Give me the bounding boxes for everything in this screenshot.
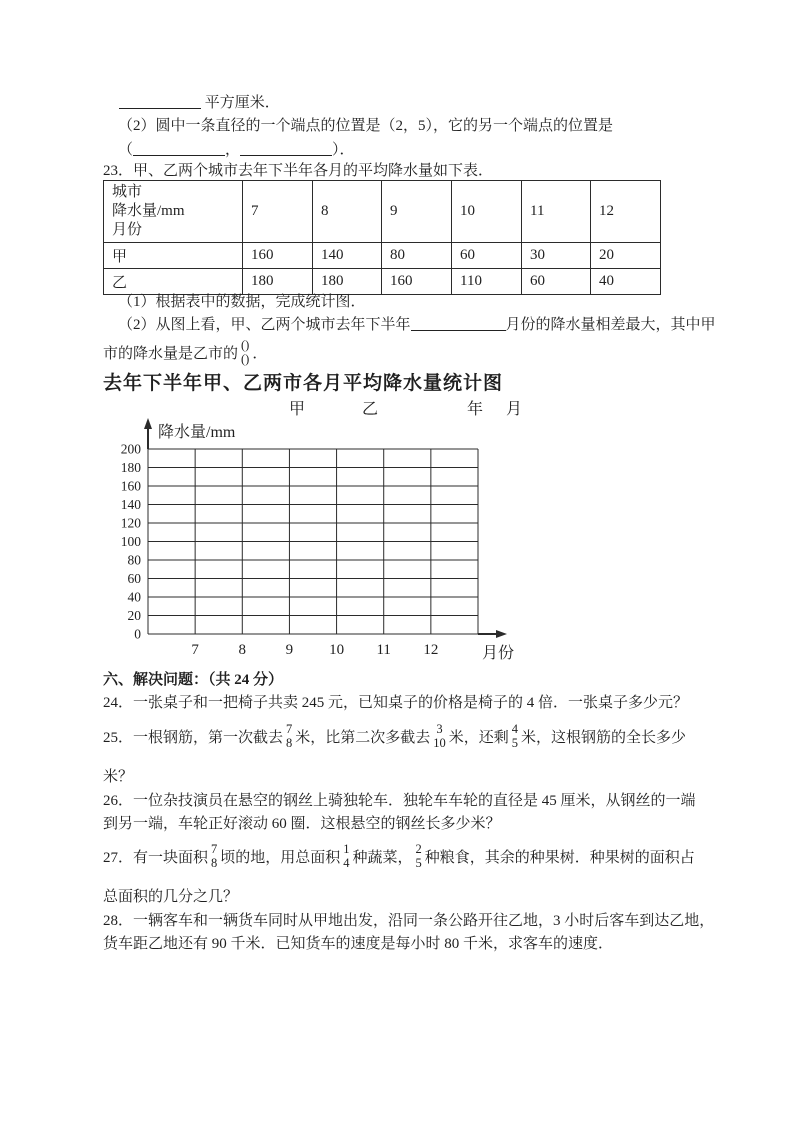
blank-underline [119, 94, 201, 109]
row-label: 乙 [104, 269, 243, 295]
rainfall-chart-grid [95, 415, 535, 667]
value-cell: 140 [313, 243, 382, 269]
value-cell: 20 [591, 243, 661, 269]
blank-underline [411, 316, 506, 331]
value-cell: 180 [243, 269, 313, 295]
svg-text:120: 120 [120, 515, 141, 531]
blank-fraction: () () [241, 338, 250, 366]
month-header: 7 [243, 181, 313, 243]
fraction: 7 8 [211, 842, 218, 870]
svg-text:10: 10 [329, 642, 345, 658]
svg-text:80: 80 [127, 552, 141, 568]
svg-text:140: 140 [120, 497, 141, 512]
legend-item-month: 月 [506, 401, 523, 418]
blank-underline [133, 141, 225, 156]
value-cell: 40 [591, 269, 661, 295]
question-23-sub2-line2: 市的降水量是乙市的 () () ． [103, 338, 268, 366]
svg-text:160: 160 [120, 478, 141, 494]
question-28-line2: 货车距乙地还有 90 千米．已知货车的速度是每小时 80 千米，求客车的速度． [103, 936, 614, 952]
svg-text:7: 7 [191, 642, 199, 658]
svg-text:100: 100 [120, 534, 141, 549]
rainfall-table [103, 180, 661, 295]
question-23-sub1: （1）根据表中的数据，完成统计图． [118, 294, 366, 310]
question-23-sub2: （2）从图上看，甲、乙两个城市去年下半年 月份的降水量相差最大，其中甲 [118, 317, 716, 333]
svg-text:0: 0 [134, 626, 141, 642]
question-2-text: （2）圆中一条直径的一个端点的位置是（2，5），它的另一个端点的位置是 [118, 118, 614, 134]
legend-item-yi: 乙 [362, 401, 379, 418]
svg-text:11: 11 [376, 642, 391, 658]
question-2-answer-line: （ ， ）． [118, 142, 355, 158]
value-cell: 110 [452, 269, 522, 295]
svg-text:8: 8 [238, 642, 247, 658]
svg-text:12: 12 [423, 642, 439, 658]
fraction: 3 10 [433, 722, 446, 750]
table-row-jia [104, 243, 661, 269]
svg-text:180: 180 [120, 460, 141, 475]
value-cell: 60 [522, 269, 591, 295]
svg-text:40: 40 [127, 589, 141, 605]
table-corner-cell: 城市 降水量/mm 月份 [104, 181, 243, 243]
svg-text:降水量/mm: 降水量/mm [158, 424, 236, 441]
fraction: 4 5 [511, 722, 519, 750]
svg-text:20: 20 [127, 608, 141, 623]
blank-underline [240, 141, 332, 156]
question-23-prompt: 23．甲、乙两个城市去年下半年各月的平均降水量如下表． [103, 163, 494, 179]
question-26-line1: 26．一位杂技演员在悬空的钢丝上骑独轮车．独轮车车轮的直径是 45 厘米，从钢丝的一端 [103, 793, 696, 809]
answer-blank-line [103, 92, 703, 114]
chart-title: 去年下半年甲、乙两市各月平均降水量统计图 [103, 373, 504, 394]
fraction: 1 4 [343, 842, 350, 870]
value-cell: 180 [313, 269, 382, 295]
question-28-line1: 28．一辆客车和一辆货车同时从甲地出发，沿同一条公路开往乙地，3 小时后客车到达乙地， [103, 913, 715, 929]
value-cell: 160 [382, 269, 452, 295]
row-label: 甲 [104, 243, 243, 269]
month-header: 9 [382, 181, 452, 243]
svg-text:9: 9 [285, 642, 294, 658]
unit-text: 平方厘米． [204, 95, 280, 111]
value-cell: 60 [452, 243, 522, 269]
month-header: 10 [452, 181, 522, 243]
svg-text:200: 200 [120, 441, 141, 457]
month-header: 12 [591, 181, 661, 243]
table-header-row [104, 181, 661, 243]
value-cell: 160 [243, 243, 313, 269]
fraction: 2 5 [415, 842, 422, 870]
svg-text:60: 60 [127, 571, 141, 586]
question-25-line1: 25．一根钢筋，第一次截去 7 8 米，比第二次多截去 3 10 米，还剩 4 5 米，这根钢筋的全长多少 [103, 722, 687, 750]
section-6-header: 六、解决问题：（共 24 分） [103, 672, 284, 688]
question-24: 24．一张桌子和一把椅子共卖 245 元，已知桌子的价格是椅子的 4 倍．一张桌子多少元？ [103, 695, 689, 711]
value-cell: 80 [382, 243, 452, 269]
month-header: 8 [313, 181, 382, 243]
question-25-line2: 米？ [103, 769, 134, 785]
value-cell: 30 [522, 243, 591, 269]
legend-item-year: 年 [467, 401, 484, 418]
question-27-line1: 27．有一块面积 7 8 顷的地，用总面积 1 4 种蔬菜， 2 5 种粮食，其余的种果树．种果树的面积占 [103, 842, 695, 870]
question-26-line2: 到另一端，车轮正好滚动 60 圈．这根悬空的钢丝长多少米？ [103, 816, 501, 832]
month-header: 11 [522, 181, 591, 243]
legend-item-jia: 甲 [289, 401, 306, 418]
fraction: 7 8 [286, 722, 293, 750]
question-27-line2: 总面积的几分之几？ [103, 889, 239, 905]
svg-text:月份: 月份 [482, 645, 515, 662]
